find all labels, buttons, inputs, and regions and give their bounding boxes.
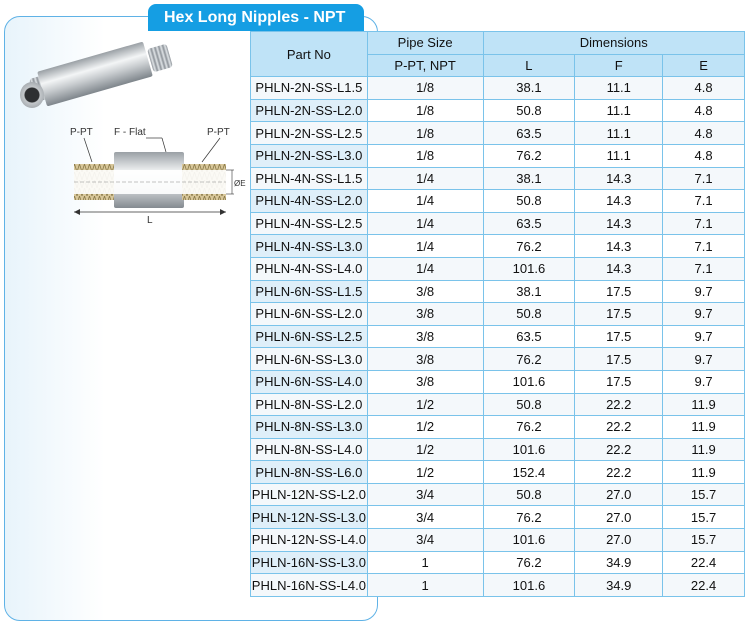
cell-pipe-size: 1/2 bbox=[367, 438, 483, 461]
cell-part-no: PHLN-6N-SS-L4.0 bbox=[251, 370, 368, 393]
cell-pipe-size: 3/4 bbox=[367, 529, 483, 552]
label-e: ØE bbox=[234, 179, 246, 188]
label-f-flat: F - Flat bbox=[114, 127, 146, 138]
cell-f: 17.5 bbox=[575, 280, 663, 303]
cell-e: 9.7 bbox=[663, 280, 745, 303]
table-row bbox=[251, 506, 745, 529]
cell-l: 38.1 bbox=[483, 280, 575, 303]
table-row bbox=[251, 325, 745, 348]
dimensions-table bbox=[250, 31, 745, 597]
cell-e: 4.8 bbox=[663, 99, 745, 122]
cell-e: 9.7 bbox=[663, 325, 745, 348]
cell-f: 17.5 bbox=[575, 303, 663, 326]
cell-e: 15.7 bbox=[663, 506, 745, 529]
cell-part-no: PHLN-4N-SS-L1.5 bbox=[251, 167, 368, 190]
cell-f: 34.9 bbox=[575, 551, 663, 574]
cell-f: 11.1 bbox=[575, 77, 663, 100]
header-pipe-size: Pipe Size bbox=[367, 32, 483, 55]
cell-part-no: PHLN-4N-SS-L4.0 bbox=[251, 257, 368, 280]
cell-e: 15.7 bbox=[663, 483, 745, 506]
cell-part-no: PHLN-12N-SS-L3.0 bbox=[251, 506, 368, 529]
cell-pipe-size: 3/4 bbox=[367, 483, 483, 506]
cell-f: 17.5 bbox=[575, 370, 663, 393]
product-photo bbox=[10, 40, 170, 120]
cell-l: 50.8 bbox=[483, 303, 575, 326]
cell-l: 76.2 bbox=[483, 144, 575, 167]
cell-part-no: PHLN-16N-SS-L3.0 bbox=[251, 551, 368, 574]
cell-part-no: PHLN-4N-SS-L3.0 bbox=[251, 235, 368, 258]
cell-l: 101.6 bbox=[483, 574, 575, 597]
cell-e: 11.9 bbox=[663, 416, 745, 439]
label-p-pt-right: P-PT bbox=[207, 127, 230, 138]
cell-l: 38.1 bbox=[483, 77, 575, 100]
cell-l: 50.8 bbox=[483, 393, 575, 416]
cell-part-no: PHLN-4N-SS-L2.0 bbox=[251, 190, 368, 213]
cell-l: 152.4 bbox=[483, 461, 575, 484]
table-row bbox=[251, 393, 745, 416]
cell-pipe-size: 1 bbox=[367, 551, 483, 574]
cell-l: 76.2 bbox=[483, 416, 575, 439]
cell-l: 101.6 bbox=[483, 257, 575, 280]
hex-body bbox=[37, 42, 153, 107]
table-row bbox=[251, 529, 745, 552]
cell-f: 22.2 bbox=[575, 461, 663, 484]
table-row bbox=[251, 551, 745, 574]
cell-f: 27.0 bbox=[575, 529, 663, 552]
cell-e: 4.8 bbox=[663, 122, 745, 145]
cell-e: 4.8 bbox=[663, 77, 745, 100]
cell-l: 76.2 bbox=[483, 235, 575, 258]
cell-pipe-size: 1/8 bbox=[367, 77, 483, 100]
cell-pipe-size: 1/8 bbox=[367, 144, 483, 167]
cell-f: 14.3 bbox=[575, 167, 663, 190]
header-pipe-sub: P-PT, NPT bbox=[367, 54, 483, 77]
cell-e: 7.1 bbox=[663, 190, 745, 213]
cell-e: 11.9 bbox=[663, 438, 745, 461]
table-row bbox=[251, 483, 745, 506]
header-part-no: Part No bbox=[251, 32, 368, 77]
cell-pipe-size: 3/8 bbox=[367, 325, 483, 348]
table-row bbox=[251, 212, 745, 235]
table-row bbox=[251, 77, 745, 100]
table-row bbox=[251, 144, 745, 167]
cell-e: 15.7 bbox=[663, 529, 745, 552]
table-row bbox=[251, 122, 745, 145]
cell-e: 22.4 bbox=[663, 574, 745, 597]
cell-e: 7.1 bbox=[663, 212, 745, 235]
cell-f: 14.3 bbox=[575, 235, 663, 258]
cell-l: 76.2 bbox=[483, 551, 575, 574]
table-row bbox=[251, 348, 745, 371]
cell-e: 9.7 bbox=[663, 370, 745, 393]
cell-part-no: PHLN-8N-SS-L2.0 bbox=[251, 393, 368, 416]
cell-f: 11.1 bbox=[575, 144, 663, 167]
cell-f: 27.0 bbox=[575, 483, 663, 506]
header-e: E bbox=[663, 54, 745, 77]
cell-l: 38.1 bbox=[483, 167, 575, 190]
cell-part-no: PHLN-16N-SS-L4.0 bbox=[251, 574, 368, 597]
cell-e: 11.9 bbox=[663, 461, 745, 484]
header-f: F bbox=[575, 54, 663, 77]
cell-part-no: PHLN-8N-SS-L6.0 bbox=[251, 461, 368, 484]
table-row bbox=[251, 370, 745, 393]
cell-part-no: PHLN-4N-SS-L2.5 bbox=[251, 212, 368, 235]
thread-end-right bbox=[147, 44, 173, 73]
cell-part-no: PHLN-2N-SS-L3.0 bbox=[251, 144, 368, 167]
cell-f: 17.5 bbox=[575, 325, 663, 348]
cell-pipe-size: 3/8 bbox=[367, 280, 483, 303]
cell-pipe-size: 1/4 bbox=[367, 167, 483, 190]
cell-e: 9.7 bbox=[663, 303, 745, 326]
cell-pipe-size: 1 bbox=[367, 574, 483, 597]
cell-pipe-size: 1/4 bbox=[367, 257, 483, 280]
cell-pipe-size: 1/2 bbox=[367, 461, 483, 484]
cell-f: 14.3 bbox=[575, 212, 663, 235]
table-row bbox=[251, 574, 745, 597]
cell-l: 76.2 bbox=[483, 348, 575, 371]
cell-pipe-size: 1/8 bbox=[367, 122, 483, 145]
cell-l: 63.5 bbox=[483, 212, 575, 235]
section-title: Hex Long Nipples - NPT bbox=[148, 4, 364, 31]
table-row bbox=[251, 416, 745, 439]
cell-f: 22.2 bbox=[575, 438, 663, 461]
cell-e: 7.1 bbox=[663, 235, 745, 258]
cell-l: 76.2 bbox=[483, 506, 575, 529]
table-row bbox=[251, 190, 745, 213]
header-dimensions: Dimensions bbox=[483, 32, 745, 55]
table-row bbox=[251, 167, 745, 190]
cell-l: 50.8 bbox=[483, 190, 575, 213]
cell-l: 101.6 bbox=[483, 370, 575, 393]
cell-f: 11.1 bbox=[575, 122, 663, 145]
cell-l: 50.8 bbox=[483, 99, 575, 122]
cell-f: 14.3 bbox=[575, 190, 663, 213]
cell-f: 34.9 bbox=[575, 574, 663, 597]
cell-part-no: PHLN-6N-SS-L2.0 bbox=[251, 303, 368, 326]
cell-pipe-size: 1/2 bbox=[367, 416, 483, 439]
cell-f: 27.0 bbox=[575, 506, 663, 529]
header-l: L bbox=[483, 54, 575, 77]
cell-f: 22.2 bbox=[575, 416, 663, 439]
cell-l: 101.6 bbox=[483, 529, 575, 552]
cell-part-no: PHLN-2N-SS-L2.5 bbox=[251, 122, 368, 145]
cell-pipe-size: 1/4 bbox=[367, 212, 483, 235]
cell-l: 63.5 bbox=[483, 122, 575, 145]
cell-f: 22.2 bbox=[575, 393, 663, 416]
label-p-pt-left: P-PT bbox=[70, 127, 93, 138]
label-l: L bbox=[147, 215, 153, 224]
cell-pipe-size: 3/4 bbox=[367, 506, 483, 529]
table-row bbox=[251, 438, 745, 461]
cell-pipe-size: 1/8 bbox=[367, 99, 483, 122]
table-row bbox=[251, 257, 745, 280]
cell-e: 9.7 bbox=[663, 348, 745, 371]
cell-pipe-size: 1/4 bbox=[367, 235, 483, 258]
cell-part-no: PHLN-6N-SS-L3.0 bbox=[251, 348, 368, 371]
cell-e: 7.1 bbox=[663, 257, 745, 280]
cell-l: 63.5 bbox=[483, 325, 575, 348]
cell-e: 7.1 bbox=[663, 167, 745, 190]
table-row bbox=[251, 99, 745, 122]
cell-part-no: PHLN-2N-SS-L2.0 bbox=[251, 99, 368, 122]
table-row bbox=[251, 280, 745, 303]
cell-f: 17.5 bbox=[575, 348, 663, 371]
cell-part-no: PHLN-6N-SS-L1.5 bbox=[251, 280, 368, 303]
cell-e: 4.8 bbox=[663, 144, 745, 167]
bore-opening bbox=[20, 82, 44, 108]
cell-part-no: PHLN-8N-SS-L4.0 bbox=[251, 438, 368, 461]
table-row bbox=[251, 303, 745, 326]
cell-pipe-size: 1/2 bbox=[367, 393, 483, 416]
cell-part-no: PHLN-12N-SS-L4.0 bbox=[251, 529, 368, 552]
cell-pipe-size: 3/8 bbox=[367, 348, 483, 371]
cell-l: 101.6 bbox=[483, 438, 575, 461]
cell-f: 11.1 bbox=[575, 99, 663, 122]
cell-part-no: PHLN-2N-SS-L1.5 bbox=[251, 77, 368, 100]
cell-pipe-size: 3/8 bbox=[367, 370, 483, 393]
table-row bbox=[251, 461, 745, 484]
cell-pipe-size: 1/4 bbox=[367, 190, 483, 213]
table-body bbox=[251, 77, 745, 597]
cell-part-no: PHLN-12N-SS-L2.0 bbox=[251, 483, 368, 506]
cell-part-no: PHLN-8N-SS-L3.0 bbox=[251, 416, 368, 439]
technical-drawing bbox=[62, 124, 252, 224]
cell-e: 11.9 bbox=[663, 393, 745, 416]
cell-f: 14.3 bbox=[575, 257, 663, 280]
table-row bbox=[251, 235, 745, 258]
cell-pipe-size: 3/8 bbox=[367, 303, 483, 326]
cell-e: 22.4 bbox=[663, 551, 745, 574]
cell-part-no: PHLN-6N-SS-L2.5 bbox=[251, 325, 368, 348]
cell-l: 50.8 bbox=[483, 483, 575, 506]
